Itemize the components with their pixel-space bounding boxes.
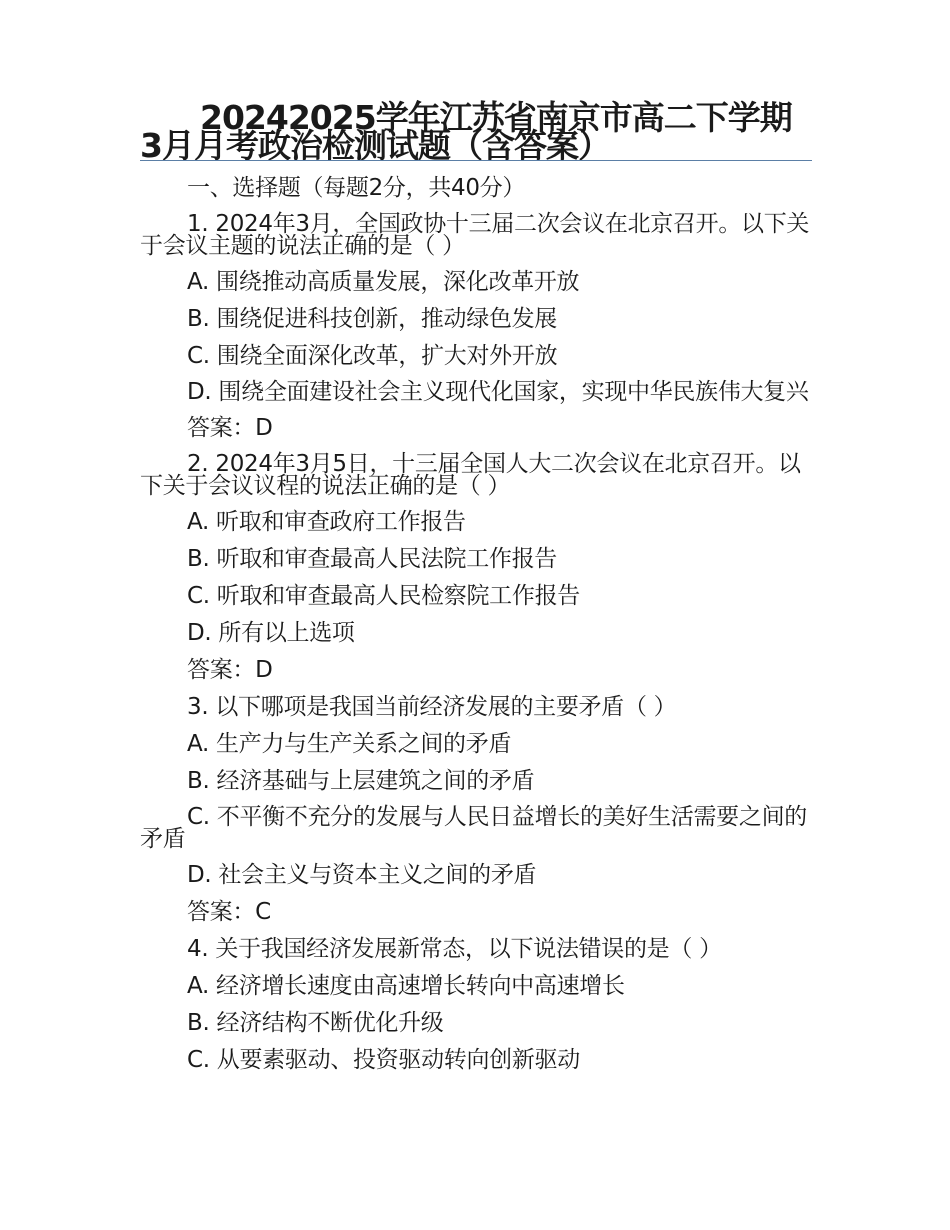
question-4-option-c: C. 从要素驱动、投资驱动转向创新驱动 xyxy=(187,1047,580,1073)
question-2-answer: 答案：D xyxy=(187,657,273,683)
question-1-option-b: B. 围绕促进科技创新，推动绿色发展 xyxy=(187,306,558,332)
question-4: 4. 关于我国经济发展新常态，以下说法错误的是（ ） xyxy=(187,936,722,962)
question-4-option-b: B. 经济结构不断优化升级 xyxy=(187,1010,444,1036)
question-2-option-c: C. 听取和审查最高人民检察院工作报告 xyxy=(187,583,580,609)
question-3-option-a: A. 生产力与生产关系之间的矛盾 xyxy=(187,731,512,757)
question-3: 3. 以下哪项是我国当前经济发展的主要矛盾（ ） xyxy=(187,694,677,720)
question-2: 2. 2024年3月5日，十三届全国人大二次会议在北京召开。以下关于会议议程的说法正确的是（ ） xyxy=(140,451,801,499)
question-4-option-a: A. 经济增长速度由高速增长转向中高速增长 xyxy=(187,973,625,999)
question-3-option-b: B. 经济基础与上层建筑之间的矛盾 xyxy=(187,768,535,794)
question-1-option-c: C. 围绕全面深化改革，扩大对外开放 xyxy=(187,343,558,369)
section-heading: 一、选择题（每题2分，共40分） xyxy=(187,175,526,201)
question-1-option-d: D. 围绕全面建设社会主义现代化国家，实现中华民族伟大复兴 xyxy=(187,379,809,405)
question-3-answer: 答案：C xyxy=(187,899,271,925)
question-1-answer: 答案：D xyxy=(187,415,273,441)
question-1-option-a: A. 围绕推动高质量发展，深化改革开放 xyxy=(187,269,580,295)
question-2-option-b: B. 听取和审查最高人民法院工作报告 xyxy=(187,546,558,572)
document-title: 20242025学年江苏省南京市高二下学期3月月考政治检测试题（含答案） xyxy=(140,98,792,165)
question-3-option-c: C. 不平衡不充分的发展与人民日益增长的美好生活需要之间的矛盾 xyxy=(140,804,807,852)
title-underline xyxy=(140,160,812,161)
question-2-option-d: D. 所有以上选项 xyxy=(187,620,355,646)
question-2-option-a: A. 听取和审查政府工作报告 xyxy=(187,509,466,535)
question-1: 1. 2024年3月，全国政协十三届二次会议在北京召开。以下关于会议主题的说法正确的是（ ） xyxy=(140,211,810,259)
question-3-option-d: D. 社会主义与资本主义之间的矛盾 xyxy=(187,862,537,888)
document-body xyxy=(140,176,812,1085)
